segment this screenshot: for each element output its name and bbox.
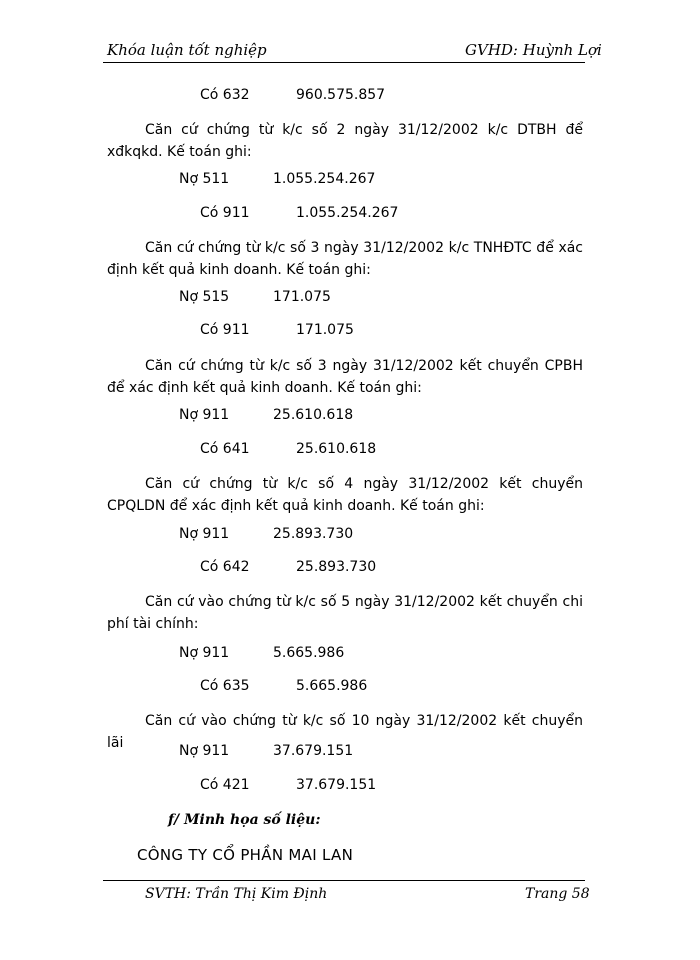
entry-amount: 37.679.151 — [273, 743, 354, 759]
entry-account: Nợ 515 — [179, 289, 230, 305]
entry-amount: 171.075 — [273, 289, 331, 305]
entry-account: Nợ 911 — [179, 407, 230, 423]
header-thesis-title: Khóa luận tốt nghiệp — [107, 41, 267, 59]
entry-amount: 171.075 — [296, 322, 354, 338]
header-advisor: GVHD: Huỳnh Lợi — [465, 41, 602, 59]
paragraph: Căn cứ chứng từ k/c số 2 ngày 31/12/2002 k/c DTBH để xđkqkd. Kế toán ghi: — [107, 122, 583, 160]
paragraph: Căn cứ chứng từ k/c số 3 ngày 31/12/2002 kết chuyển CPBH để xác định kết quả kinh doanh. Kế toán ghi: — [107, 358, 583, 396]
paragraph: Căn cứ vào chứng từ k/c số 10 ngày 31/12/2002 kết chuyển lãi — [107, 713, 583, 751]
entry-account: Có 635 — [200, 678, 250, 694]
header-rule — [103, 62, 585, 63]
paragraph: Căn cứ chứng từ k/c số 4 ngày 31/12/2002 kết chuyển CPQLDN để xác định kết quả kinh doanh. Kế toán ghi: — [107, 476, 583, 514]
entry-amount: 1.055.254.267 — [296, 205, 399, 221]
entry-amount: 25.610.618 — [273, 407, 354, 423]
entry-amount: 960.575.857 — [296, 87, 386, 103]
entry-account: Có 911 — [200, 322, 250, 338]
entry-account: Nợ 511 — [179, 171, 230, 187]
footer-student: SVTH: Trần Thị Kim Định — [145, 886, 328, 902]
entry-account: Nợ 911 — [179, 526, 230, 542]
entry-account: Nợ 911 — [179, 645, 230, 661]
entry-amount: 25.610.618 — [296, 441, 377, 457]
company-name: CÔNG TY CỔ PHẦN MAI LAN — [137, 846, 354, 864]
entry-amount: 37.679.151 — [296, 777, 377, 793]
entry-account: Có 632 — [200, 87, 250, 103]
entry-amount: 25.893.730 — [273, 526, 354, 542]
entry-amount: 1.055.254.267 — [273, 171, 376, 187]
footer-rule — [103, 880, 585, 881]
section-heading: f/ Minh họa số liệu: — [168, 812, 321, 828]
entry-account: Có 421 — [200, 777, 250, 793]
entry-amount: 5.665.986 — [273, 645, 345, 661]
page-number: Trang 58 — [525, 886, 590, 902]
entry-amount: 5.665.986 — [296, 678, 368, 694]
entry-account: Có 641 — [200, 441, 250, 457]
entry-account: Có 642 — [200, 559, 250, 575]
entry-account: Có 911 — [200, 205, 250, 221]
entry-account: Nợ 911 — [179, 743, 230, 759]
entry-amount: 25.893.730 — [296, 559, 377, 575]
paragraph: Căn cứ vào chứng từ k/c số 5 ngày 31/12/2002 kết chuyển chi phí tài chính: — [107, 594, 583, 632]
paragraph: Căn cứ chứng từ k/c số 3 ngày 31/12/2002 k/c TNHĐTC để xác định kết quả kinh doanh. Kế toán ghi: — [107, 240, 583, 278]
